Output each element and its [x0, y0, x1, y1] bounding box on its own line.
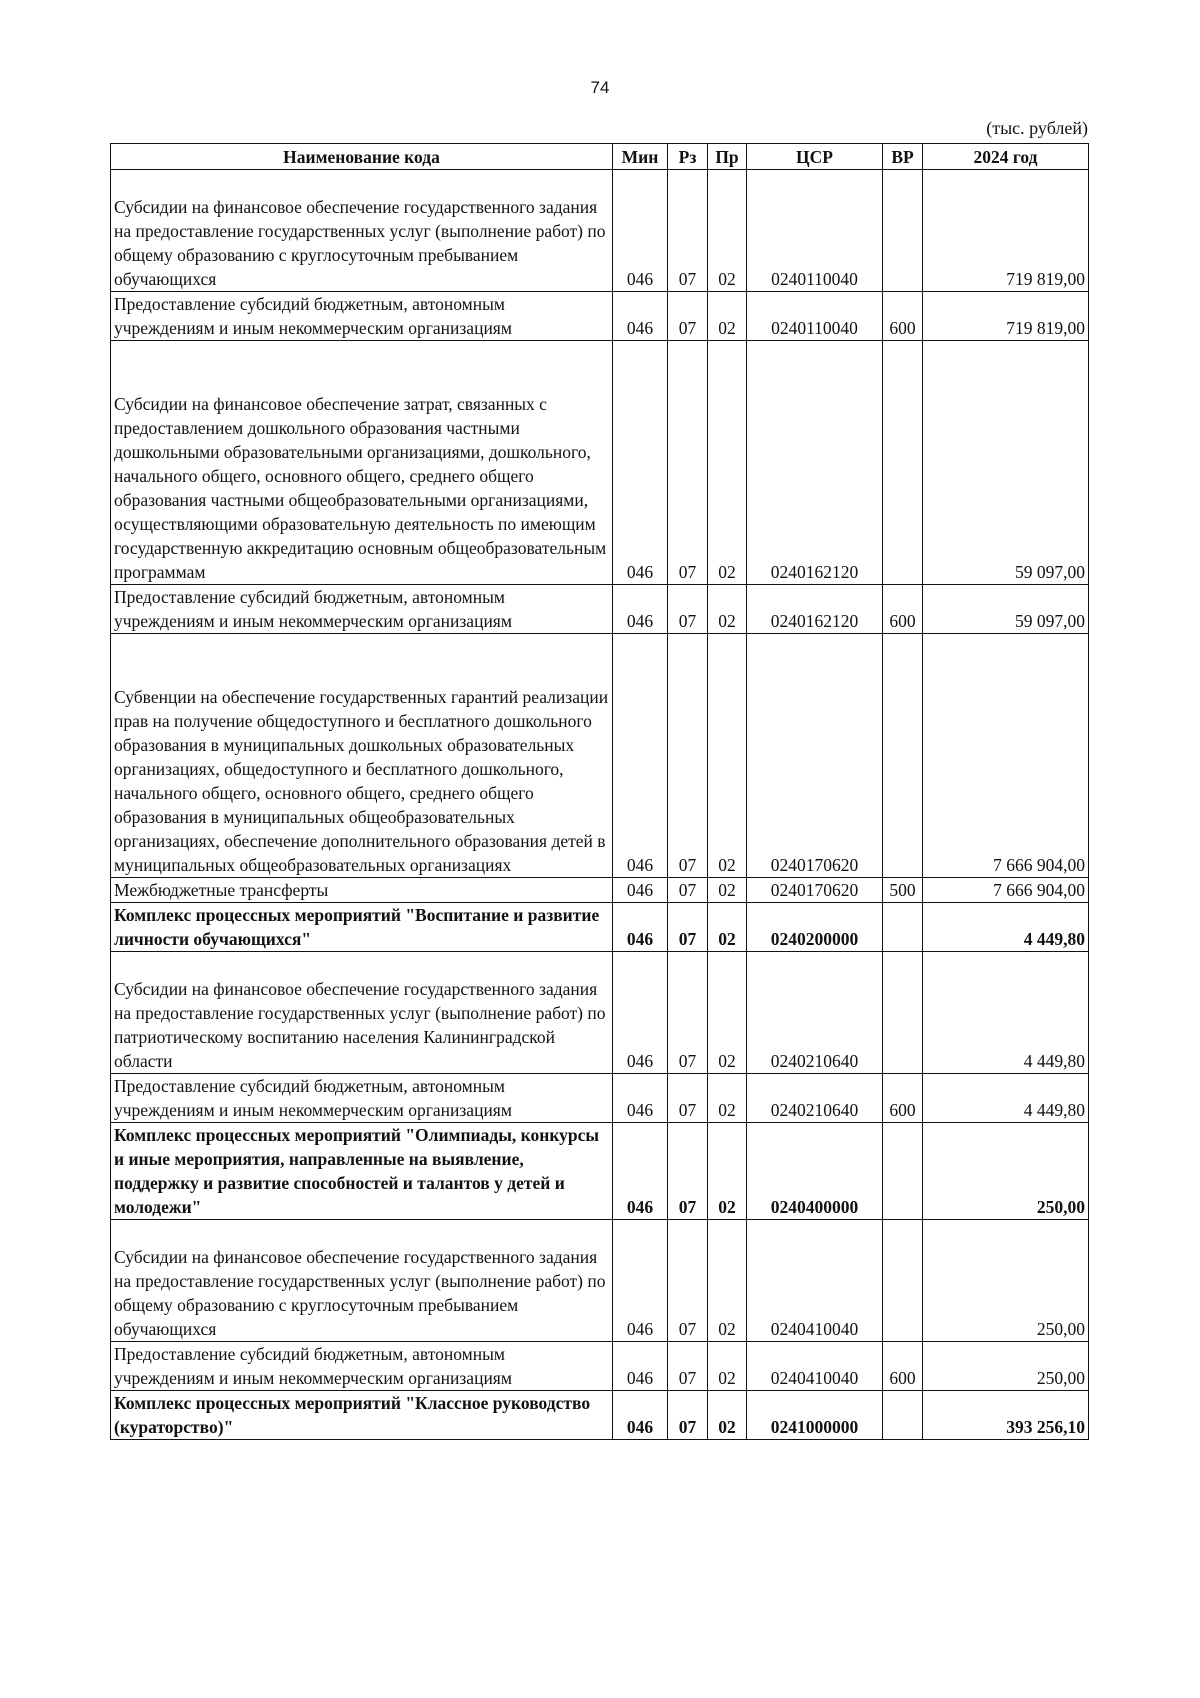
- row-amount: 250,00: [923, 1342, 1089, 1391]
- table-row: [111, 170, 1089, 292]
- table-row: [111, 1391, 1089, 1440]
- row-amount: 7 666 904,00: [923, 634, 1089, 878]
- row-amount: 4 449,80: [923, 903, 1089, 952]
- row-amount: 59 097,00: [923, 585, 1089, 634]
- row-rz: 07: [668, 1220, 708, 1342]
- header-csr: ЦСР: [747, 144, 883, 170]
- row-min: 046: [613, 952, 668, 1074]
- table-row: [111, 903, 1089, 952]
- row-min: 046: [613, 1391, 668, 1440]
- row-min: 046: [613, 585, 668, 634]
- table-row: [111, 1123, 1089, 1220]
- row-vr: [883, 1220, 923, 1342]
- row-vr: [883, 341, 923, 585]
- row-min: 046: [613, 292, 668, 341]
- table-row: [111, 1220, 1089, 1342]
- header-rz: Рз: [668, 144, 708, 170]
- row-csr: 0240200000: [747, 903, 883, 952]
- row-rz: 07: [668, 1391, 708, 1440]
- row-name: Субсидии на финансовое обеспечение затрат, связанных с предоставлением дошкольного образования частными дошкольными образовательными организациями, дошкольного, начального общего, основного общего, среднего общего образования частными общеобразовательными организациями, осуществляющими образовательную деятельность по имеющим государственную аккредитацию основным общеобразовательным программам: [111, 341, 613, 585]
- table-row: [111, 1074, 1089, 1123]
- row-pr: 02: [708, 1123, 747, 1220]
- row-min: 046: [613, 1220, 668, 1342]
- table-row: [111, 878, 1089, 903]
- row-csr: 0241000000: [747, 1391, 883, 1440]
- table-row: [111, 292, 1089, 341]
- row-vr: [883, 634, 923, 878]
- budget-table: [110, 143, 1089, 1440]
- row-rz: 07: [668, 903, 708, 952]
- row-pr: 02: [708, 585, 747, 634]
- row-pr: 02: [708, 292, 747, 341]
- header-year: 2024 год: [923, 144, 1089, 170]
- table-row: [111, 585, 1089, 634]
- row-rz: 07: [668, 1123, 708, 1220]
- table-row: [111, 634, 1089, 878]
- row-pr: 02: [708, 903, 747, 952]
- row-vr: [883, 170, 923, 292]
- row-amount: 4 449,80: [923, 952, 1089, 1074]
- row-pr: 02: [708, 952, 747, 1074]
- row-pr: 02: [708, 878, 747, 903]
- row-csr: 0240410040: [747, 1220, 883, 1342]
- row-csr: 0240170620: [747, 878, 883, 903]
- row-vr: 600: [883, 585, 923, 634]
- row-amount: 250,00: [923, 1123, 1089, 1220]
- table-header-row: [111, 144, 1089, 170]
- row-min: 046: [613, 1123, 668, 1220]
- row-rz: 07: [668, 292, 708, 341]
- row-min: 046: [613, 903, 668, 952]
- row-name: Субвенции на обеспечение государственных гарантий реализации прав на получение общедоступного и бесплатного дошкольного образования в муниципальных дошкольных образовательных организациях, общедоступного и бесплатного дошкольного, начального общего, основного общего, среднего общего образования в муниципальных общеобразовательных организациях, обеспечение дополнительного образования детей в муниципальных общеобразовательных организациях: [111, 634, 613, 878]
- row-csr: 0240162120: [747, 585, 883, 634]
- row-pr: 02: [708, 341, 747, 585]
- row-amount: 250,00: [923, 1220, 1089, 1342]
- row-csr: 0240110040: [747, 170, 883, 292]
- row-csr: 0240410040: [747, 1342, 883, 1391]
- row-vr: [883, 1391, 923, 1440]
- row-vr: [883, 1123, 923, 1220]
- row-amount: 7 666 904,00: [923, 878, 1089, 903]
- row-amount: 393 256,10: [923, 1391, 1089, 1440]
- row-amount: 719 819,00: [923, 170, 1089, 292]
- row-name: Комплекс процессных мероприятий "Олимпиады, конкурсы и иные мероприятия, направленные на выявление, поддержку и развитие способностей и талантов у детей и молодежи": [111, 1123, 613, 1220]
- row-vr: [883, 903, 923, 952]
- row-name: Субсидии на финансовое обеспечение государственного задания на предоставление государственных услуг (выполнение работ) по общему образованию с круглосуточным пребыванием обучающихся: [111, 170, 613, 292]
- row-rz: 07: [668, 341, 708, 585]
- table-row: [111, 1342, 1089, 1391]
- row-rz: 07: [668, 634, 708, 878]
- row-amount: 4 449,80: [923, 1074, 1089, 1123]
- row-min: 046: [613, 1342, 668, 1391]
- header-min: Мин: [613, 144, 668, 170]
- header-vr: ВР: [883, 144, 923, 170]
- row-pr: 02: [708, 1220, 747, 1342]
- header-name: Наименование кода: [111, 144, 613, 170]
- page-number: 74: [590, 78, 610, 97]
- row-name: Субсидии на финансовое обеспечение государственного задания на предоставление государственных услуг (выполнение работ) по патриотическому воспитанию населения Калининградской области: [111, 952, 613, 1074]
- units-label: (тыс. рублей): [986, 118, 1088, 138]
- row-csr: 0240110040: [747, 292, 883, 341]
- row-vr: 600: [883, 1074, 923, 1123]
- row-name: Комплекс процессных мероприятий "Классное руководство (кураторство)": [111, 1391, 613, 1440]
- row-pr: 02: [708, 1074, 747, 1123]
- header-pr: Пр: [708, 144, 747, 170]
- row-amount: 719 819,00: [923, 292, 1089, 341]
- row-name: Субсидии на финансовое обеспечение государственного задания на предоставление государственных услуг (выполнение работ) по общему образованию с круглосуточным пребыванием обучающихся: [111, 1220, 613, 1342]
- row-min: 046: [613, 1074, 668, 1123]
- row-csr: 0240162120: [747, 341, 883, 585]
- row-rz: 07: [668, 585, 708, 634]
- row-min: 046: [613, 170, 668, 292]
- row-rz: 07: [668, 952, 708, 1074]
- row-min: 046: [613, 878, 668, 903]
- row-name: Комплекс процессных мероприятий "Воспитание и развитие личности обучающихся": [111, 903, 613, 952]
- row-vr: [883, 952, 923, 1074]
- row-csr: 0240170620: [747, 634, 883, 878]
- row-csr: 0240210640: [747, 952, 883, 1074]
- row-pr: 02: [708, 170, 747, 292]
- row-name: Предоставление субсидий бюджетным, автономным учреждениям и иным некоммерческим организациям: [111, 1342, 613, 1391]
- row-amount: 59 097,00: [923, 341, 1089, 585]
- row-rz: 07: [668, 878, 708, 903]
- row-vr: 600: [883, 292, 923, 341]
- row-name: Предоставление субсидий бюджетным, автономным учреждениям и иным некоммерческим организациям: [111, 1074, 613, 1123]
- row-min: 046: [613, 341, 668, 585]
- table-row: [111, 952, 1089, 1074]
- row-vr: 500: [883, 878, 923, 903]
- row-rz: 07: [668, 170, 708, 292]
- row-name: Предоставление субсидий бюджетным, автономным учреждениям и иным некоммерческим организациям: [111, 292, 613, 341]
- row-name: Предоставление субсидий бюджетным, автономным учреждениям и иным некоммерческим организациям: [111, 585, 613, 634]
- row-rz: 07: [668, 1342, 708, 1391]
- row-name: Межбюджетные трансферты: [111, 878, 613, 903]
- row-min: 046: [613, 634, 668, 878]
- row-pr: 02: [708, 1342, 747, 1391]
- row-csr: 0240400000: [747, 1123, 883, 1220]
- table-row: [111, 341, 1089, 585]
- row-vr: 600: [883, 1342, 923, 1391]
- row-pr: 02: [708, 1391, 747, 1440]
- row-rz: 07: [668, 1074, 708, 1123]
- row-pr: 02: [708, 634, 747, 878]
- row-csr: 0240210640: [747, 1074, 883, 1123]
